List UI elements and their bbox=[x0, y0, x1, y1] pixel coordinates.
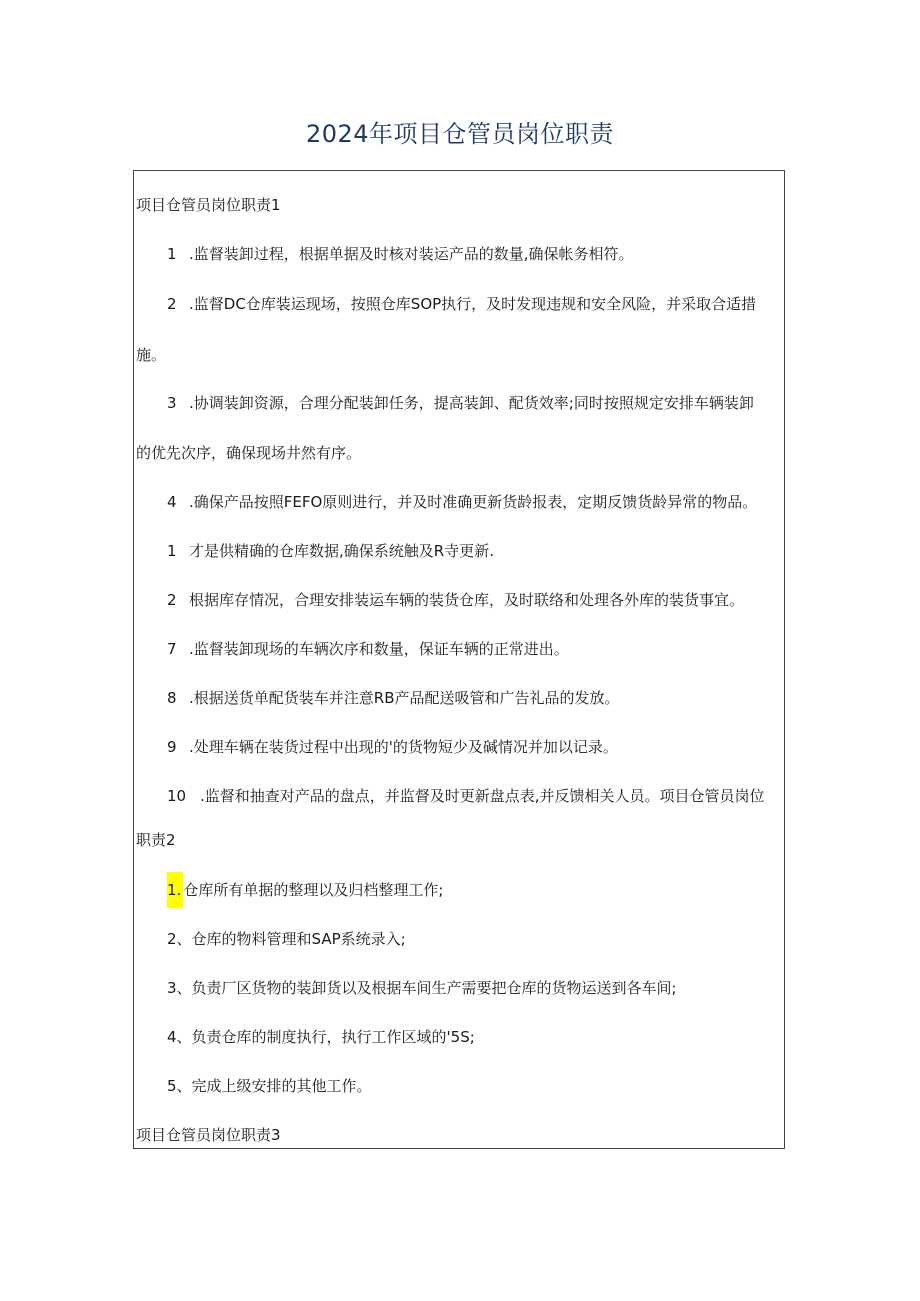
item-text: 负责仓库的制度执行，执行工作区域的'5S; bbox=[191, 1028, 475, 1046]
duty-item-10-continuation: 职责2 bbox=[136, 831, 176, 849]
item-number: 1 bbox=[167, 542, 177, 560]
section-heading-1: 项目仓管员岗位职责1 bbox=[136, 196, 281, 214]
item-number: 5、 bbox=[167, 1077, 192, 1095]
item-number: 4、 bbox=[167, 1028, 192, 1046]
item-number: 3 bbox=[167, 394, 177, 412]
duty-item-5 bbox=[167, 541, 812, 561]
item-text: .根据送货单配货装车并注意RB产品配送吸管和广告礼品的发放。 bbox=[189, 689, 620, 707]
duty-item-3-continuation: 的优先次序，确保现场井然有序。 bbox=[136, 444, 362, 462]
duty-item-10 bbox=[167, 786, 812, 806]
item-text: .监督和抽查对产品的盘点，并监督及时更新盘点表,并反馈相关人员。项目仓管员岗位 bbox=[200, 787, 765, 805]
item-text: 根据库存情况，合理安排装运车辆的装货仓库，及时联络和处理各外库的装货事宜。 bbox=[189, 591, 745, 609]
item-text: .协调装卸资源，合理分配装卸任务，提高装卸、配货效率;同时按照规定安排车辆装卸 bbox=[189, 394, 754, 412]
item-number: 3、 bbox=[167, 979, 192, 997]
section2-item-5 bbox=[167, 1076, 812, 1096]
item-number: 2 bbox=[167, 295, 177, 313]
item-number: 8 bbox=[167, 689, 177, 707]
duty-item-9 bbox=[167, 737, 812, 757]
section-heading-3: 项目仓管员岗位职责3 bbox=[136, 1126, 281, 1144]
item-text: 仓库的物料管理和SAP系统录入; bbox=[191, 930, 406, 948]
duty-item-2-continuation: 施。 bbox=[136, 346, 167, 364]
duty-item-1 bbox=[167, 244, 812, 264]
item-number: 4 bbox=[167, 493, 177, 511]
item-text: 才是供精确的仓库数据,确保系统触及R寺更新. bbox=[189, 542, 494, 560]
item-text: 负责厂区货物的装卸货以及根据车间生产需要把仓库的货物运送到各车间; bbox=[191, 979, 677, 997]
item-text: .确保产品按照FEFO原则进行，并及时准确更新货龄报表，定期反馈货龄异常的物品。 bbox=[189, 493, 758, 511]
item-number: 2、 bbox=[167, 930, 192, 948]
item-text: .监督装卸过程，根据单据及时核对装运产品的数量,确保帐务相符。 bbox=[189, 245, 634, 263]
section2-item-1 bbox=[167, 880, 812, 900]
item-text: 完成上级安排的其他工作。 bbox=[191, 1077, 372, 1095]
section2-item-2 bbox=[167, 929, 812, 949]
duty-item-4 bbox=[167, 492, 812, 512]
highlighted-number: 1. bbox=[167, 872, 183, 908]
item-number: 7 bbox=[167, 640, 177, 658]
document-title: 2024年项目仓管员岗位职责 bbox=[305, 120, 615, 148]
section2-item-4 bbox=[167, 1027, 812, 1047]
duty-item-2 bbox=[167, 294, 812, 314]
item-text: .监督装卸现场的车辆次序和数量，保证车辆的正常进出。 bbox=[189, 640, 569, 658]
duty-item-3 bbox=[167, 393, 812, 413]
item-number: 2 bbox=[167, 591, 177, 609]
item-number: 1 bbox=[167, 245, 177, 263]
item-text: .处理车辆在装货过程中出现的'的货物短少及碱情况并加以记录。 bbox=[189, 738, 618, 756]
duty-item-8 bbox=[167, 688, 812, 708]
section2-item-3 bbox=[167, 978, 812, 998]
content-frame bbox=[133, 170, 785, 1149]
duty-item-7 bbox=[167, 639, 812, 659]
item-number: 9 bbox=[167, 738, 177, 756]
item-number: 10 bbox=[167, 787, 187, 805]
item-text: .监督DC仓库装运现场，按照仓库SOP执行，及时发现违规和安全风险，并采取合适措 bbox=[189, 295, 757, 313]
item-text: 仓库所有单据的整理以及归档整理工作; bbox=[183, 881, 444, 899]
duty-item-6 bbox=[167, 590, 812, 610]
